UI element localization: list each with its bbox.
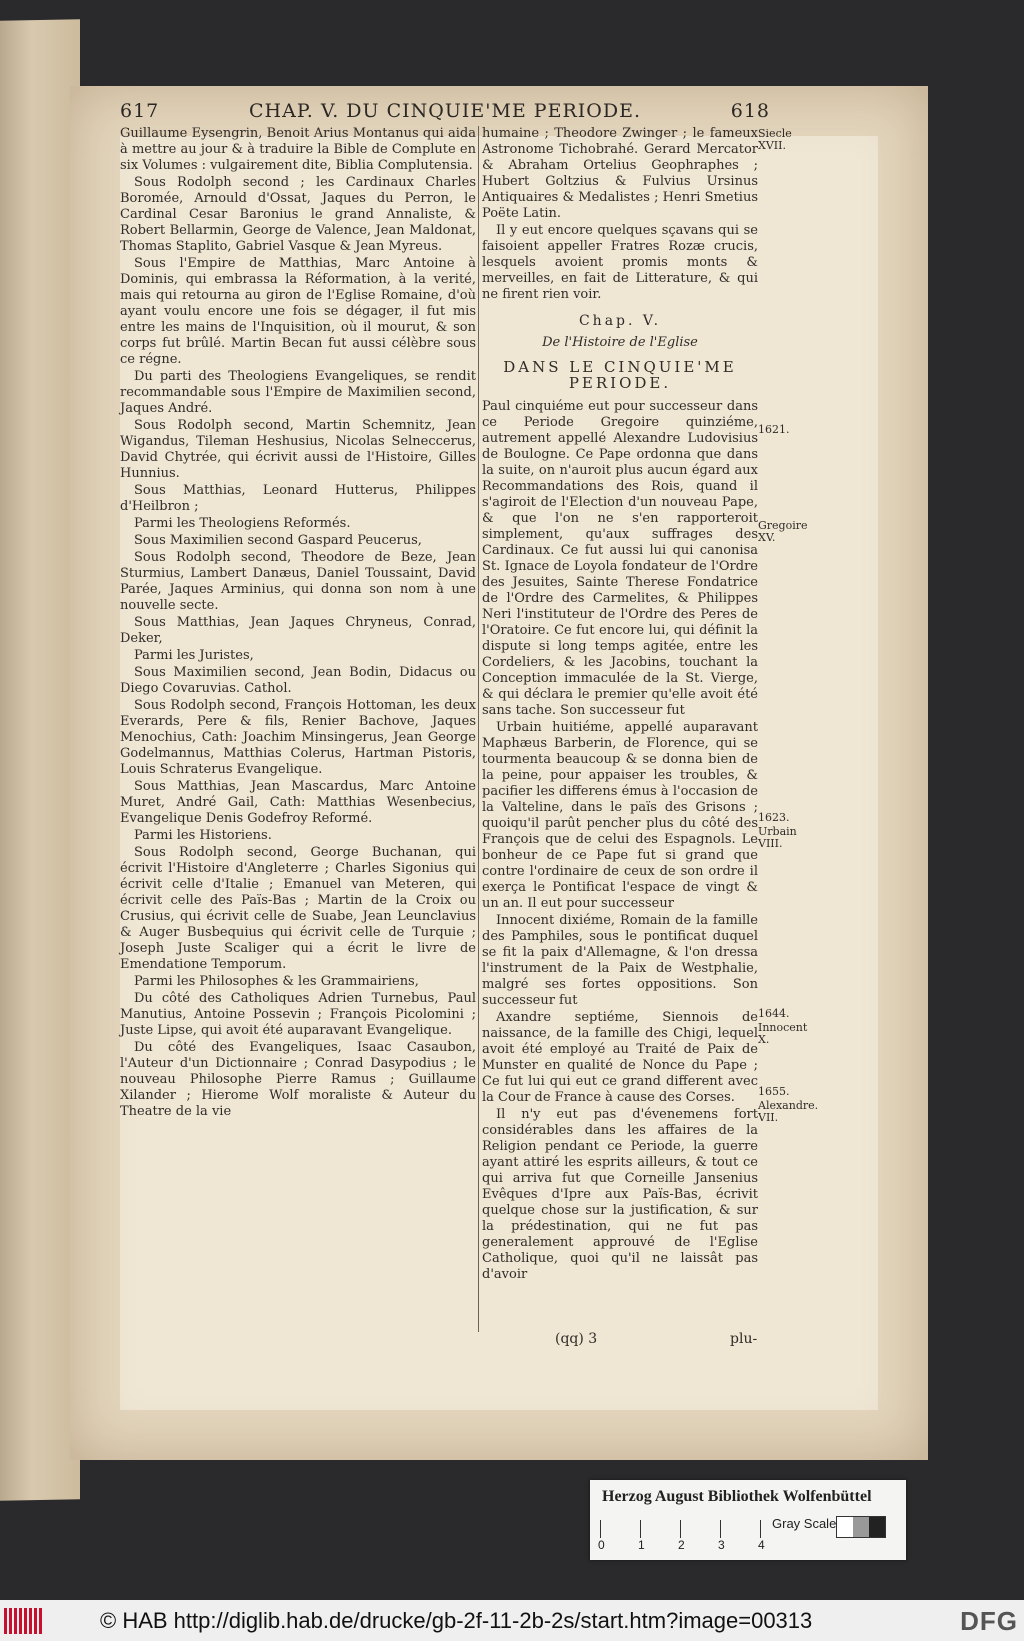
- margin-note-century: Siecle XVII.: [758, 127, 792, 152]
- gray-scale-swatch: [836, 1516, 886, 1538]
- paragraph: Sous Maximilien second, Jean Bodin, Didacus ou Diego Covaruvias. Cathol.: [120, 665, 476, 696]
- paragraph: Parmi les Historiens.: [134, 828, 272, 843]
- margin-note-pope: Innocent X.: [758, 1021, 808, 1046]
- paragraph: Axandre septiéme, Siennois de naissance, de la famille des Chigi, lequel avoit été employé au Traité de Paix de Munster en qualité de Nonce du Pape ; Ce fut lui qui eut ce grand different avec la Cour de France à cause des Corses.: [482, 1010, 758, 1105]
- paragraph: Sous Rodolph second, Theodore de Beze, Jean Sturmius, Lambert Danæus, Daniel Toussaint, David Parée, Jaques Arminius, qui donna son nom à une nouvelle secte.: [120, 550, 476, 613]
- hab-logo-icon: [4, 1608, 48, 1634]
- margin-note-year: 1623.: [758, 811, 790, 824]
- scale-number: 3: [718, 1538, 725, 1552]
- chapter-heading: Chap. V.: [578, 313, 662, 329]
- scale-tick: [760, 1520, 761, 1538]
- paragraph: humaine ; Theodore Zwinger ; le fameux Astronome Tichobrahé. Gerard Mercator & Abraham Ortelius Geophraphes ; Hubert Goltzius & Fulvius Ursinus Antiquaires & Medalistes ; Henri Smetius Poëte Latin.: [482, 126, 758, 221]
- catchword: plu-: [730, 1331, 758, 1347]
- paragraph: Sous Rodolph second, Martin Schemnitz, Jean Wigandus, Tileman Heshusius, Nicolas Selneccerus, David Chytrée, qui écrivit aussi de l'Histoire, Gilles Hunnius.: [120, 418, 476, 481]
- page-number-right: 618: [730, 100, 770, 122]
- paragraph: Sous Matthias, Jean Jaques Chryneus, Conrad, Deker,: [120, 615, 476, 646]
- left-page-edge: [0, 19, 80, 1500]
- scale-tick: [720, 1520, 721, 1538]
- gray-scale-label: Gray Scale: [772, 1516, 837, 1531]
- paragraph: Innocent dixiéme, Romain de la famille des Pamphiles, sous le pontificat duquel se fit la paix d'Allemagne, & l'on dressa l'instrument de la Paix de Westphalie, malgré ses fortes oppositions. Son successeur fut: [482, 913, 758, 1008]
- paragraph: Du côté des Catholiques Adrien Turnebus, Paul Manutius, Antoine Possevin ; François Picolomini ; Juste Lipse, qui avoit été auparavant Evangelique.: [120, 991, 476, 1038]
- running-title: CHAP. V. DU CINQUIE'ME PERIODE.: [248, 100, 641, 122]
- paragraph: Paul cinquiéme eut pour successeur dans ce Periode Gregoire quinziéme, autrement appellé Alexandre Ludovisius de Boulogne. Ce Pape ordonna que dans la suite, on n'auroit plus aucun égard aux Recommandations des Rois, quand il s'agiroit de l'Election d'un nouveau Pape, & que l'on ne s'en rapporteroit simplement, qu'aux suffrages des Cardinaux. Ce fut aussi lui qui canonisa St. Ignace de Loyola fondateur de l'Ordre des Jesuites, Sainte Therese Fondatrice de l'Ordre des Carmelites, & Philippes Neri l'instituteur de l'Ordre des Peres de l'Oratoire. Ce fut encore lui, qui définit la dispute si long temps agitée, entre les Cordeliers, & les Jacobins, touchant la Conception immaculée de la St. Vierge, & qui déclara le premier qu'elle avoit été sans tache. Son successeur fut: [482, 399, 758, 718]
- margin-note-year: 1655.: [758, 1085, 790, 1098]
- margin-note-pope: Urbain VIII.: [758, 825, 797, 850]
- scale-tick: [600, 1520, 601, 1538]
- paragraph: Sous Rodolph second, George Buchanan, qui écrivit l'Histoire d'Angleterre ; Charles Sigonius qui écrivit celle d'Italie ; Emanuel van Meteren, qui écrivit celle des Païs-Bas ; Martin de la Croix ou Crusius, qui écrivit celle de Suabe, Jean Leunclavius & Auger Busbequius qui écrivit celle de Turquie ; Joseph Juste Scaliger qui a écrit le livre de Emendatione Temporum.: [120, 845, 476, 972]
- scale-number: 2: [678, 1538, 685, 1552]
- paragraph: Sous l'Empire de Matthias, Marc Antoine à Dominis, qui embrassa la Réformation, à la verité, mais qui retourna au giron de l'Eglise Romaine, d'où ayant voulu encore une fois se dégager, il fut mis entre les mains de l'Inquisition, où il mourut, & son corps fut brûlé. Martin Becan fut aussi célèbre sous ce régne.: [120, 256, 476, 367]
- swatch-black: [869, 1517, 885, 1537]
- paragraph: Sous Rodolph second, François Hottoman, les deux Everards, Pere & fils, Renier Bachove, Jaques Menochius, Cath: Joachim Minsingerus, Jean George Godelmannus, Matthias Colerus, Hartman Pistoris, Louis Schraterus Evangelique.: [120, 698, 476, 777]
- page-number-left: 617: [120, 100, 160, 122]
- paragraph: Guillaume Eysengrin, Benoit Arius Montanus qui aida à mettre au jour & à traduire la Bible de Complute en six Volumes : vulgairement dite, Biblia Complutensia.: [120, 126, 476, 173]
- scale-number: 4: [758, 1538, 765, 1552]
- margin-note-pope: Gregoire XV.: [758, 519, 808, 544]
- footer-bar: [0, 1600, 1024, 1641]
- color-calibration-card: [590, 1480, 906, 1560]
- margin-note-year: 1644.: [758, 1007, 790, 1020]
- library-name: Herzog August Bibliothek Wolfenbüttel: [602, 1488, 872, 1505]
- page-signature: (qq) 3: [555, 1331, 598, 1347]
- right-column: [482, 126, 758, 1348]
- scale-tick: [640, 1520, 641, 1538]
- paragraph: Sous Matthias, Leonard Hutterus, Philippes d'Heilbron ;: [120, 483, 476, 514]
- scale-number: 0: [598, 1538, 605, 1552]
- margin-note-year: 1621.: [758, 423, 790, 436]
- paragraph: Urbain huitiéme, appellé auparavant Maphæus Barberin, de Florence, qui se tourmenta beaucoup & se donna bien de la peine, pour appaiser les troubles, & pacifier les differens émus à l'occasion de la Valteline, dans le païs des Grisons ; quoiqu'il parût pencher plus du côté des François que de celui des Espagnols. Le bonheur de ce Pape fut si grand que contre l'ordinaire de ceux de son ordre il exerça le Pontificat l'espace de vingt & un an. Il eut pour successeur: [482, 720, 758, 911]
- paragraph: Du parti des Theologiens Evangeliques, se rendit recommandable sous l'Empire de Maximilien second, Jaques André.: [120, 369, 476, 416]
- page-header: [120, 100, 770, 126]
- paragraph: Sous Maximilien second Gaspard Peucerus,: [134, 533, 422, 548]
- dfg-logo: DFG: [960, 1606, 1018, 1636]
- paragraph: Parmi les Theologiens Reformés.: [134, 516, 351, 531]
- paragraph: Parmi les Juristes,: [134, 648, 254, 663]
- swatch-gray: [853, 1517, 869, 1537]
- scale-tick: [680, 1520, 681, 1538]
- paragraph: Il y eut encore quelques sçavans qui se faisoient appeller Fratres Rozæ crucis, lesquels avoient promis monts & merveilles, en fait de Litterature, & qui ne firent rien voir.: [482, 223, 758, 302]
- scale-number: 1: [638, 1538, 645, 1552]
- column-rule: [478, 126, 479, 1332]
- paragraph: Du côté des Evangeliques, Isaac Casaubon, l'Auteur d'un Dictionnaire ; Conrad Dasypodius ; le nouveau Philosophe Pierre Ramus ; Guillaume Xilander ; Hierome Wolf moraliste & Auteur du Theatre de la vie: [120, 1040, 476, 1119]
- section-title: DANS LE CINQUIE'ME PERIODE.: [503, 358, 737, 392]
- paragraph: Sous Rodolph second ; les Cardinaux Charles Boromée, Arnould d'Ossat, Jaques du Perron, le Cardinal Cesar Baronius le grand Annaliste, & Robert Bellarmin, George de Valence, Jean Maldonat, Thomas Staplito, Gabriel Vasque & Jean Myreus.: [120, 175, 476, 254]
- paragraph: Il n'y eut pas d'évenemens fort considérables dans les affaires de la Religion pendant ce Periode, la guerre ayant attiré les esprits ailleurs, & tout ce qui arriva fut que Corneille Jansenius Evêques d'Ipre aux Païs-Bas, écrivit quelque chose sur la justification, & sur la prédestination, qui ne fut pas generalement approuvé de l'Eglise Catholique, quoi qu'il ne laissât pas d'avoir: [482, 1107, 758, 1282]
- paragraph: Sous Matthias, Jean Mascardus, Marc Antoine Muret, André Gail, Cath: Matthias Wesenbecius, Evangelique Denis Godefroy Reformé.: [120, 779, 476, 826]
- source-url[interactable]: © HAB http://diglib.hab.de/drucke/gb-2f-11-2b-2s/start.htm?image=00313: [100, 1608, 813, 1633]
- paragraph: Parmi les Philosophes & les Grammairiens,: [134, 974, 419, 989]
- left-column: [120, 126, 476, 1348]
- swatch-white: [837, 1517, 853, 1537]
- margin-note-pope: Alexandre. VII.: [758, 1099, 819, 1124]
- chapter-subtitle: De l'Histoire de l'Eglise: [542, 335, 698, 350]
